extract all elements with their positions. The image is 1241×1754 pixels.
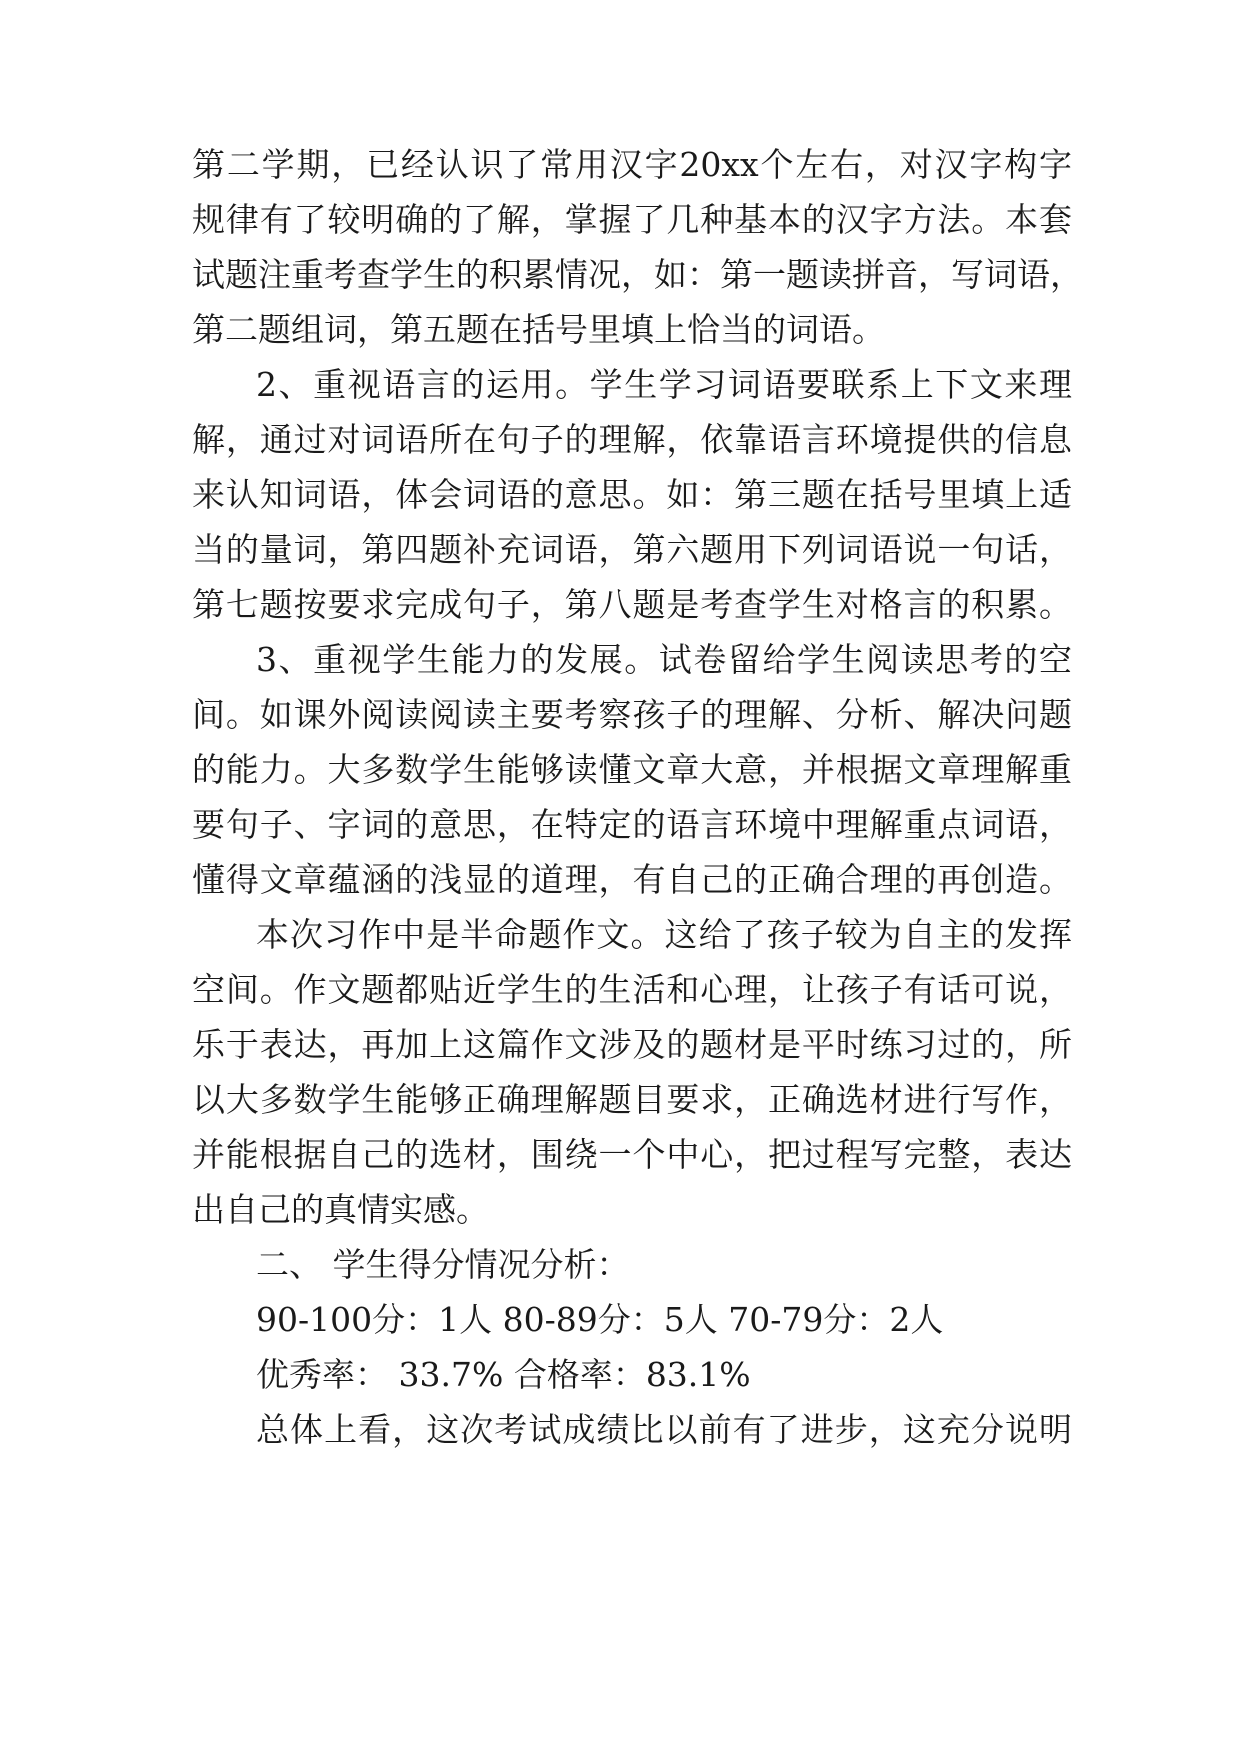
text-line: 当的量词，第四题补充词语，第六题用下列词语说一句话， [192,530,1072,569]
text-line: 3、重视学生能力的发展。试卷留给学生阅读思考的空 [256,640,1072,679]
text-line: 试题注重考查学生的积累情况，如：第一题读拼音，写词语， [192,255,1083,294]
text-line: 空间。作文题都贴近学生的生活和心理，让孩子有话可说， [192,970,1072,1009]
text-line: 以大多数学生能够正确理解题目要求，正确选材进行写作， [192,1080,1072,1119]
text-line: 并能根据自己的选材，围绕一个中心，把过程写完整，表达 [192,1135,1072,1174]
text-line: 懂得文章蕴涵的浅显的道理，有自己的正确合理的再创造。 [192,860,1072,899]
text-line: 来认知词语，体会词语的意思。如：第三题在括号里填上适 [192,475,1072,514]
text-line: 本次习作中是半命题作文。这给了孩子较为自主的发挥 [256,915,1072,954]
text-line: 乐于表达，再加上这篇作文涉及的题材是平时练习过的，所 [192,1025,1072,1064]
text-line: 第二题组词，第五题在括号里填上恰当的词语。 [192,310,885,349]
rate-summary: 优秀率： 33.7% 合格率：83.1% [256,1355,751,1394]
text-line: 第二学期，已经认识了常用汉字20xx个左右，对汉字构字 [192,145,1072,184]
section-heading: 二、 学生得分情况分析： [256,1245,630,1284]
text-line: 解，通过对词语所在句子的理解，依靠语言环境提供的信息 [192,420,1072,459]
text-line: 规律有了较明确的了解，掌握了几种基本的汉字方法。本套 [192,200,1072,239]
text-line: 要句子、字词的意思，在特定的语言环境中理解重点词语， [192,805,1072,844]
text-line: 出自己的真情实感。 [192,1190,489,1229]
text-line: 的能力。大多数学生能够读懂文章大意，并根据文章理解重 [192,750,1072,789]
text-line: 间。如课外阅读阅读主要考察孩子的理解、分析、解决问题 [192,695,1072,734]
text-line: 总体上看，这次考试成绩比以前有了进步，这充分说明 [256,1410,1072,1449]
text-line: 2、重视语言的运用。学生学习词语要联系上下文来理 [256,365,1072,404]
text-line: 第七题按要求完成句子，第八题是考查学生对格言的积累。 [192,585,1072,624]
score-distribution: 90-100分：1人 80-89分：5人 70-79分：2人 [256,1300,944,1339]
